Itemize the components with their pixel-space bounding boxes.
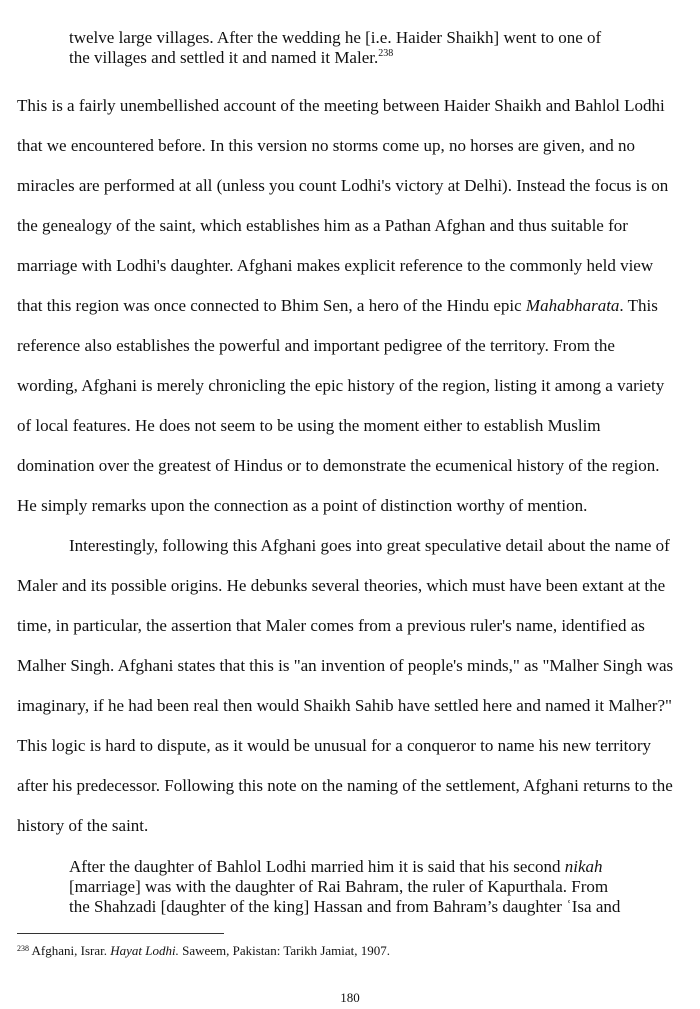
paragraph-line: Interestingly, following this Afghani goes into great speculative detail about the name of [69, 536, 670, 555]
page-number: 180 [340, 990, 360, 1005]
paragraph-line: reference also establishes the powerful and important pedigree of the territory. From the [17, 336, 615, 355]
blockquote-text: the villages and settled it and named it Maler. [69, 48, 379, 67]
paragraph-line: Malher Singh. Afghani states that this is "an invention of people's minds," as "Malher Singh was [17, 656, 674, 675]
italic-term: nikah [564, 857, 603, 876]
paragraph-text: . This [619, 296, 658, 315]
blockquote-text: After the daughter of Bahlol Lodhi married him it is said that his second [69, 857, 565, 876]
footnote-author: Afghani, Israr. [29, 943, 111, 958]
paragraph-line: miracles are performed at all (unless you count Lodhi's victory at Delhi). Instead the focus is on [17, 176, 669, 195]
paragraph-line: of local features. He does not seem to be using the moment either to establish Muslim [17, 416, 601, 435]
blockquote-line [69, 857, 603, 877]
paragraph-line: history of the saint. [17, 816, 149, 835]
footnote-number: 238 [17, 944, 29, 953]
paragraph-line: domination over the greatest of Hindus or to demonstrate the ecumenical history of the region. [17, 456, 660, 475]
paragraph-line: after his predecessor. Following this note on the naming of the settlement, Afghani returns to the [17, 776, 673, 795]
italic-title: Mahabharata [525, 296, 620, 315]
paragraph-line: time, in particular, the assertion that Maler comes from a previous ruler's name, identified as [17, 616, 645, 635]
paragraph-text: that this region was once connected to Bhim Sen, a hero of the Hindu epic [17, 296, 526, 315]
blockquote-line: twelve large villages. After the wedding he [i.e. Haider Shaikh] went to one of [69, 28, 602, 47]
paragraph-line: that we encountered before. In this version no storms come up, no horses are given, and no [17, 136, 635, 155]
paragraph-line: the genealogy of the saint, which establishes him as a Pathan Afghan and thus suitable for [17, 216, 628, 235]
footnote-reference[interactable]: 238 [378, 48, 394, 59]
paragraph-line: This logic is hard to dispute, as it would be unusual for a conqueror to name his new territory [17, 736, 652, 755]
blockquote-line [69, 48, 393, 68]
paragraph-line: He simply remarks upon the connection as a point of distinction worthy of mention. [17, 496, 588, 515]
blockquote-line: [marriage] was with the daughter of Rai Bahram, the ruler of Kapurthala. From [69, 877, 609, 896]
footnote [17, 943, 390, 959]
blockquote-line: the Shahzadi [daughter of the king] Hassan and from Bahram’s daughter ʿIsa and [69, 897, 621, 916]
paragraph-line [17, 296, 658, 316]
footnote-publication: Saweem, Pakistan: Tarikh Jamiat, 1907. [178, 943, 391, 958]
footnote-separator [17, 933, 224, 934]
paragraph-line: This is a fairly unembellished account of the meeting between Haider Shaikh and Bahlol Lodhi [17, 96, 665, 115]
paragraph-line: Maler and its possible origins. He debunks several theories, which must have been extant at the [17, 576, 666, 595]
paragraph-line: wording, Afghani is merely chronicling the epic history of the region, listing it among a variety [17, 376, 665, 395]
footnote-title: Hayat Lodhi. [110, 943, 179, 958]
paragraph-line: marriage with Lodhi's daughter. Afghani makes explicit reference to the commonly held view [17, 256, 654, 275]
paragraph-line: imaginary, if he had been real then would Shaikh Sahib have settled here and named it Malher?" [17, 696, 672, 715]
